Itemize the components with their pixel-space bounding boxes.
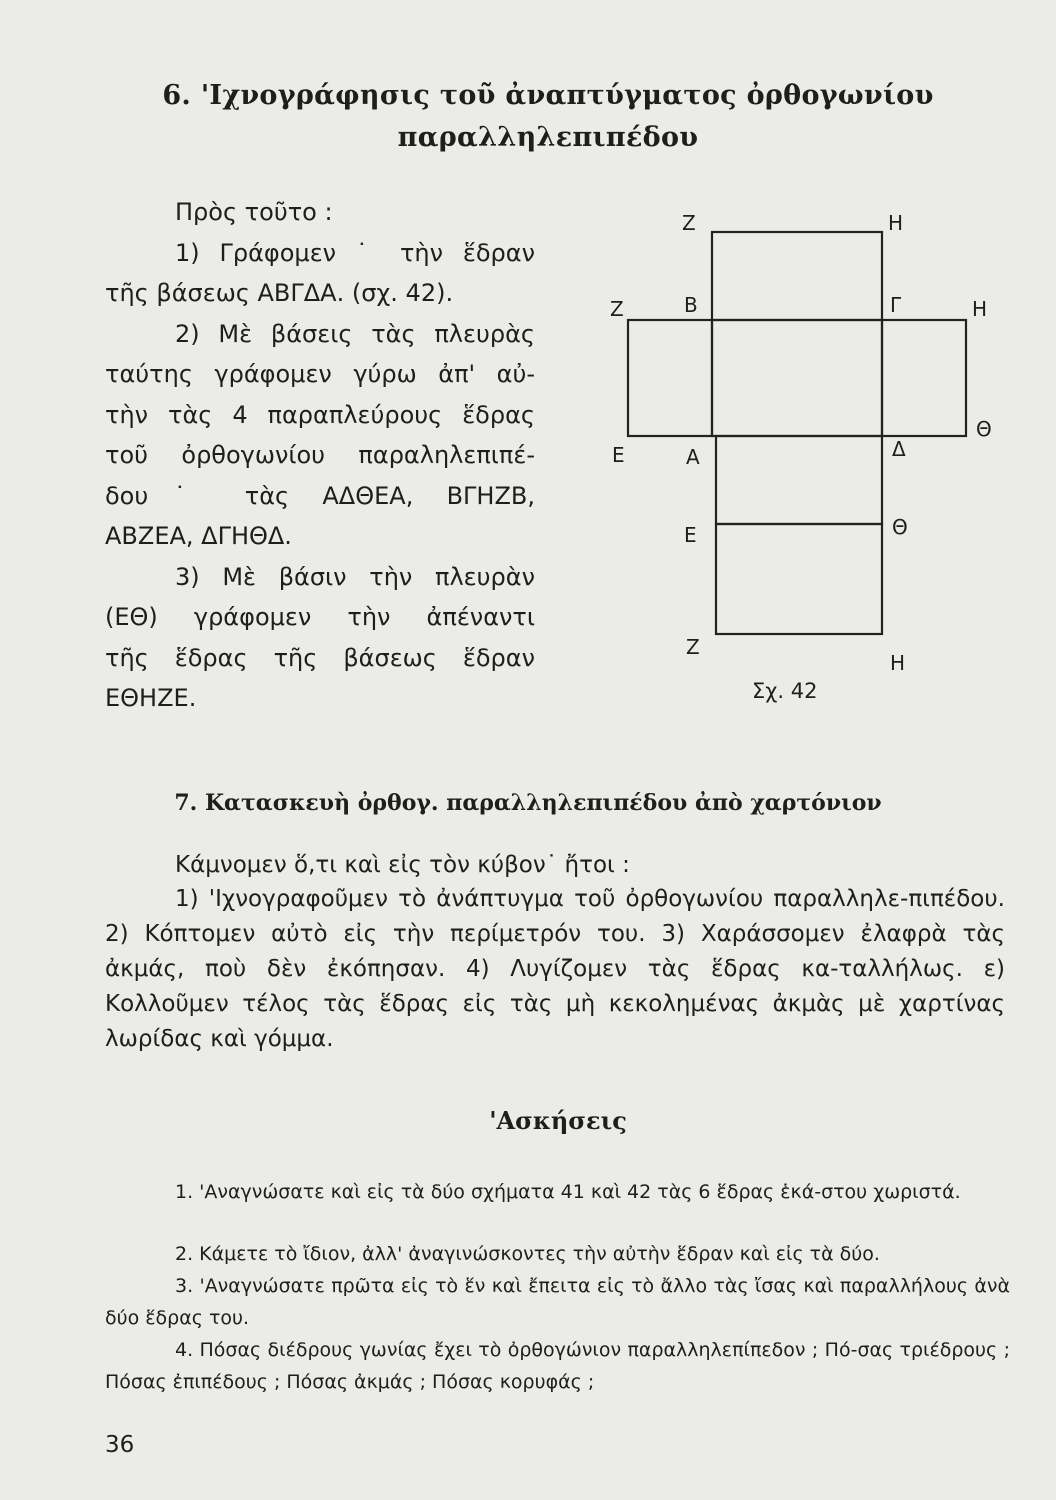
page-number: 36 — [105, 1432, 135, 1458]
text-line: 2) Μὲ βάσεις τὰς πλευρὰς — [175, 319, 535, 348]
label-h-top: Η — [888, 211, 904, 235]
text-line: τῆς βάσεως ΑΒΓΔΑ. (σχ. 42). — [105, 279, 454, 307]
section-7-intro — [175, 848, 1005, 883]
text-line: 3) Μὲ βάσιν τὴν πλευρὰν — [175, 562, 535, 591]
exercise-item — [105, 1176, 1010, 1208]
label-a: Α — [686, 445, 700, 469]
exercise-item — [105, 1238, 1010, 1270]
section-6-title-line-1: 6. 'Ιχνογράφησις τοῦ ἀναπτύγματος ὀρθογωνίου — [162, 80, 934, 111]
label-z-bottom: Ζ — [686, 635, 700, 659]
exercise-4-text: 4. Πόσας διέδρους γωνίας ἔχει τὸ ὀρθογώνιον παραλληλεπίπεδον ; Πό-σας τριέδρους ; Πόσας ἐπιπέδους ; Πόσας ἀκμάς ; Πόσας κορυφάς ; — [105, 1339, 1010, 1393]
label-theta-mid: Θ — [892, 515, 908, 539]
section-7-body-text: 1) 'Ιχνογραφοῦμεν τὸ ἀνάπτυγμα τοῦ ὀρθογωνίου παραλληλε-πιπέδου. 2) Κόπτομεν αὐτὸ εἰς τὴν περίμετρόν του. 3) Χαράσσομεν ἐλαφρὰ τὰς ἀκμάς, ποὺ δὲν ἐκόπησαν. 4) Λυγίζομεν τὰς ἕδρας κα-ταλλήλως. ε) Κολλοῦμεν τέλος τὰς ἕδρας εἰς τὰς μὴ κεκολημένας ἀκμὰς μὲ χαρτίνας λωρίδας καὶ γόμμα. — [105, 886, 1005, 1052]
label-h-right: Η — [972, 297, 988, 321]
label-e-mid: Ε — [684, 523, 697, 547]
text-line: τοῦ ὀρθογωνίου παραληλεπιπέ- — [105, 441, 535, 469]
text-line: ΕΘΗΖΕ. — [105, 684, 197, 712]
section-7-body — [105, 882, 1005, 1057]
face-ethhze — [716, 524, 882, 634]
text-line: ταύτης γράφομεν γύρω ἀπ' αὐ- — [105, 360, 535, 388]
face-base-abgda — [712, 320, 882, 436]
label-g: Γ — [890, 293, 902, 317]
label-e-left: Ε — [612, 443, 625, 467]
exercise-2-text: 2. Κάμετε τὸ ἴδιον, ἀλλ' ἀναγινώσκοντες τὴν αὐτὴν ἕδραν καὶ εἰς τὰ δύο. — [175, 1243, 880, 1265]
label-z-top: Ζ — [682, 211, 696, 235]
text-line: τὴν τὰς 4 παραπλεύρους ἕδρας — [105, 400, 535, 429]
text-line: 1) Γράφομεν ˙ τὴν ἕδραν — [175, 238, 535, 267]
figure-42-net-diagram — [600, 205, 1000, 725]
figure-caption: Σχ. 42 — [752, 679, 818, 703]
face-abzea — [628, 320, 712, 436]
label-z-left: Ζ — [610, 297, 624, 321]
exercise-item — [105, 1270, 1010, 1334]
label-d: Δ — [892, 437, 906, 461]
section-7-title: 7. Κατασκευὴ ὀρθογ. παραλληλεπιπέδου ἀπὸ χαρτόνιον — [174, 790, 882, 816]
text-line: Πρὸς τοῦτο : — [175, 198, 333, 226]
text-line: ΑΒΖΕΑ, ΔΓΗΘΔ. — [105, 522, 292, 550]
net-drawing — [600, 205, 1000, 725]
exercise-item — [105, 1334, 1010, 1398]
label-h-bottom: Η — [890, 651, 906, 675]
text-line: (ΕΘ) γράφομεν τὴν ἀπέναντι — [105, 603, 535, 631]
exercise-3-text: 3. 'Αναγνώσατε πρῶτα εἰς τὸ ἕν καὶ ἔπειτα εἰς τὸ ἄλλο τὰς ἴσας καὶ παραλλήλους ἀνὰ δύο ἕδρας του. — [105, 1275, 1010, 1329]
label-b: Β — [684, 293, 698, 317]
text-line: δου˙ τὰς ΑΔΘΕΑ, ΒΓΗΖΒ, — [105, 481, 535, 510]
label-theta-right: Θ — [976, 417, 992, 441]
section-6-text — [105, 192, 535, 719]
face-dghthd — [882, 320, 966, 436]
section-6-title-line-2: παραλληλεπιπέδου — [397, 122, 699, 153]
section-7-intro-text: Κάμνομεν ὅ,τι καὶ εἰς τὸν κύβον˙ ἤτοι : — [175, 852, 630, 878]
exercise-1-text: 1. 'Αναγνώσατε καὶ εἰς τὰ δύο σχήματα 41 καὶ 42 τὰς 6 ἕδρας ἑκά-στου χωριστά. — [175, 1181, 961, 1203]
exercises-title: 'Ασκήσεις — [489, 1106, 627, 1135]
face-bghzb — [712, 232, 882, 320]
face-adthea — [716, 436, 882, 524]
text-line: τῆς ἕδρας τῆς βάσεως ἕδραν — [105, 643, 535, 672]
